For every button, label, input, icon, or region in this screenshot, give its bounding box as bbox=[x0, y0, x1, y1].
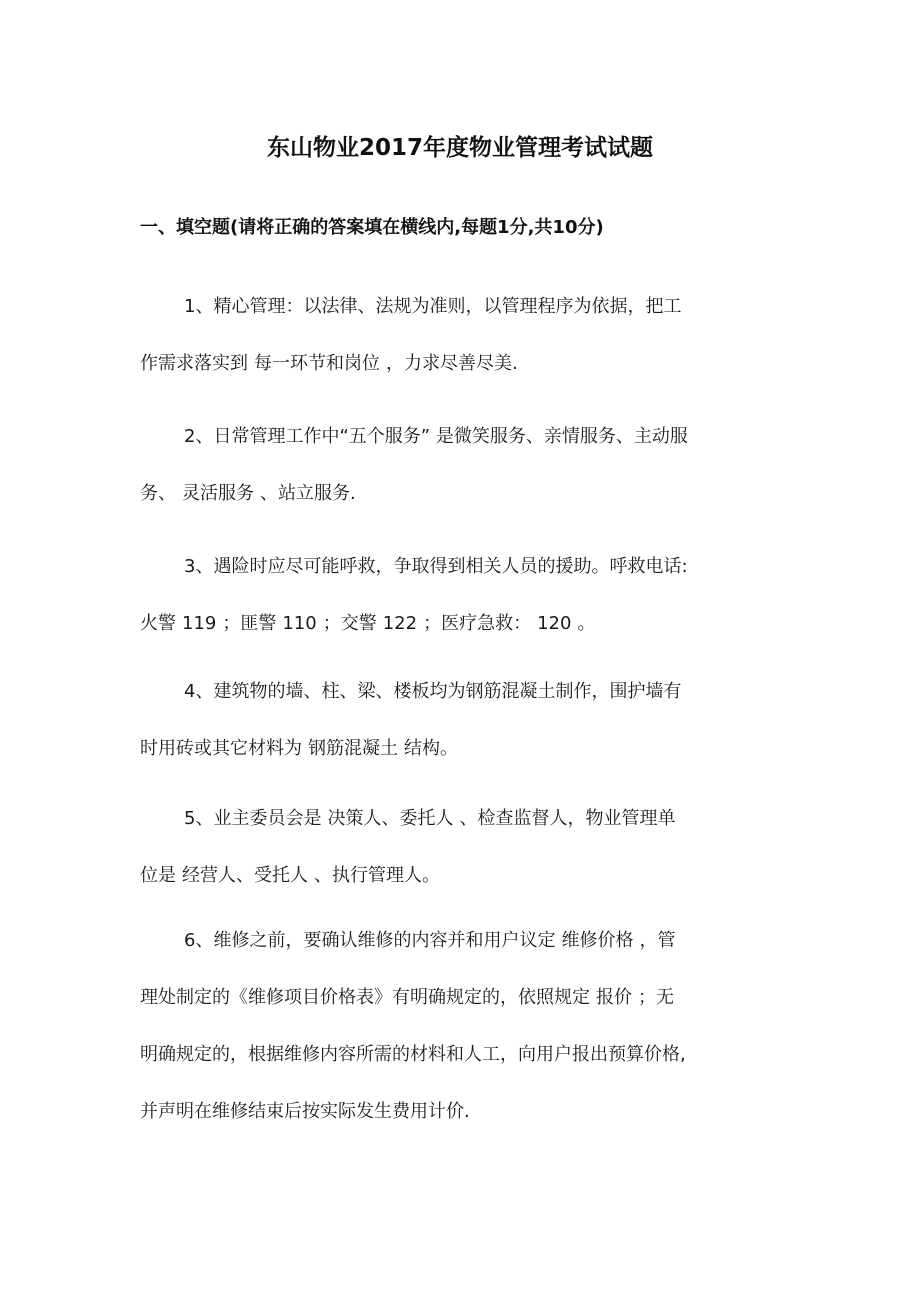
question-text: ；匪警 bbox=[222, 613, 277, 634]
question-text: 作需求落实到 bbox=[140, 353, 248, 374]
question-text: 明确规定的，根据维修内容所需的材料和人工，向用户报出预算价格, bbox=[140, 1044, 686, 1065]
question-text: ；交警 bbox=[322, 613, 377, 634]
question-2-line-1 bbox=[140, 408, 790, 465]
question-text: 维修之前，要确认维修的内容并和用户议定 bbox=[213, 930, 556, 951]
question-number: 4、 bbox=[184, 681, 214, 702]
answer-blank: 120 bbox=[537, 613, 572, 634]
question-text: 务、 bbox=[140, 483, 176, 504]
question-text: 火警 bbox=[140, 613, 176, 634]
answer-blank: 钢筋混凝土 bbox=[308, 738, 398, 759]
question-number: 5、 bbox=[184, 808, 214, 829]
answer-blank: 灵活服务 bbox=[182, 483, 254, 504]
question-text: 、站立服务. bbox=[260, 483, 356, 504]
question-text: 。 bbox=[577, 613, 596, 634]
question-text: 、检查监督人，物业管理单 bbox=[459, 808, 676, 829]
question-number: 2、 bbox=[184, 426, 214, 447]
question-number: 6、 bbox=[184, 930, 214, 951]
question-4 bbox=[140, 663, 790, 777]
question-5-line-2 bbox=[140, 847, 790, 904]
question-4-line-2 bbox=[140, 720, 790, 777]
question-text: ；无 bbox=[638, 987, 674, 1008]
answer-blank: 每一环节和岗位 bbox=[254, 353, 380, 374]
question-number: 3、 bbox=[184, 556, 214, 577]
question-3-line-2 bbox=[140, 595, 790, 652]
question-1-line-2 bbox=[140, 335, 790, 392]
question-3 bbox=[140, 538, 790, 652]
question-6 bbox=[140, 912, 790, 1140]
document-title: 东山物业2017年度物业管理考试试题 bbox=[266, 135, 653, 161]
question-text: 结构。 bbox=[404, 738, 458, 759]
question-text: 位是 bbox=[140, 865, 176, 886]
answer-blank: 经营人、受托人 bbox=[182, 865, 308, 886]
question-text: 日常管理工作中“五个服务” 是微笑服务、亲情服务、主动服 bbox=[213, 426, 688, 447]
answer-blank: 维修价格 bbox=[561, 930, 634, 951]
question-1-line-1 bbox=[140, 278, 790, 335]
question-6-line-4 bbox=[140, 1083, 790, 1140]
question-text: ，管 bbox=[639, 930, 676, 951]
answer-blank: 122 bbox=[382, 613, 418, 634]
question-text: 时用砖或其它材料为 bbox=[140, 738, 302, 759]
question-text: 并声明在维修结束后按实际发生费用计价. bbox=[140, 1101, 470, 1122]
question-6-line-2 bbox=[140, 969, 790, 1026]
question-3-line-1 bbox=[140, 538, 790, 595]
answer-blank: 119 bbox=[182, 613, 217, 634]
question-2 bbox=[140, 408, 790, 522]
question-text: 理处制定的《维修项目价格表》有明确规定的，依照规定 bbox=[140, 987, 590, 1008]
answer-blank: 报价 bbox=[596, 987, 632, 1008]
question-text: ，力求尽善尽美. bbox=[386, 353, 518, 374]
question-1 bbox=[140, 278, 790, 392]
question-text: ；医疗急救： bbox=[423, 613, 532, 634]
answer-blank: 决策人、委托人 bbox=[327, 808, 454, 829]
section-heading-fill-in-blank: 一、填空题(请将正确的答案填在横线内,每题1分,共10分) bbox=[140, 217, 604, 238]
question-2-line-2 bbox=[140, 465, 790, 522]
question-text: 业主委员会是 bbox=[213, 808, 322, 829]
question-5 bbox=[140, 790, 790, 904]
question-text: 、执行管理人。 bbox=[314, 865, 440, 886]
question-6-line-1 bbox=[140, 912, 790, 969]
question-text: 建筑物的墙、柱、梁、楼板均为钢筋混凝土制作，围护墙有 bbox=[213, 681, 682, 702]
question-text: 遇险时应尽可能呼救，争取得到相关人员的援助。呼救电话: bbox=[213, 556, 688, 577]
question-4-line-1 bbox=[140, 663, 790, 720]
question-5-line-1 bbox=[140, 790, 790, 847]
question-number: 1、 bbox=[184, 296, 214, 317]
question-6-line-3 bbox=[140, 1026, 790, 1083]
question-text: 精心管理：以法律、法规为准则，以管理程序为依据，把工 bbox=[213, 296, 682, 317]
answer-blank: 110 bbox=[282, 613, 317, 634]
